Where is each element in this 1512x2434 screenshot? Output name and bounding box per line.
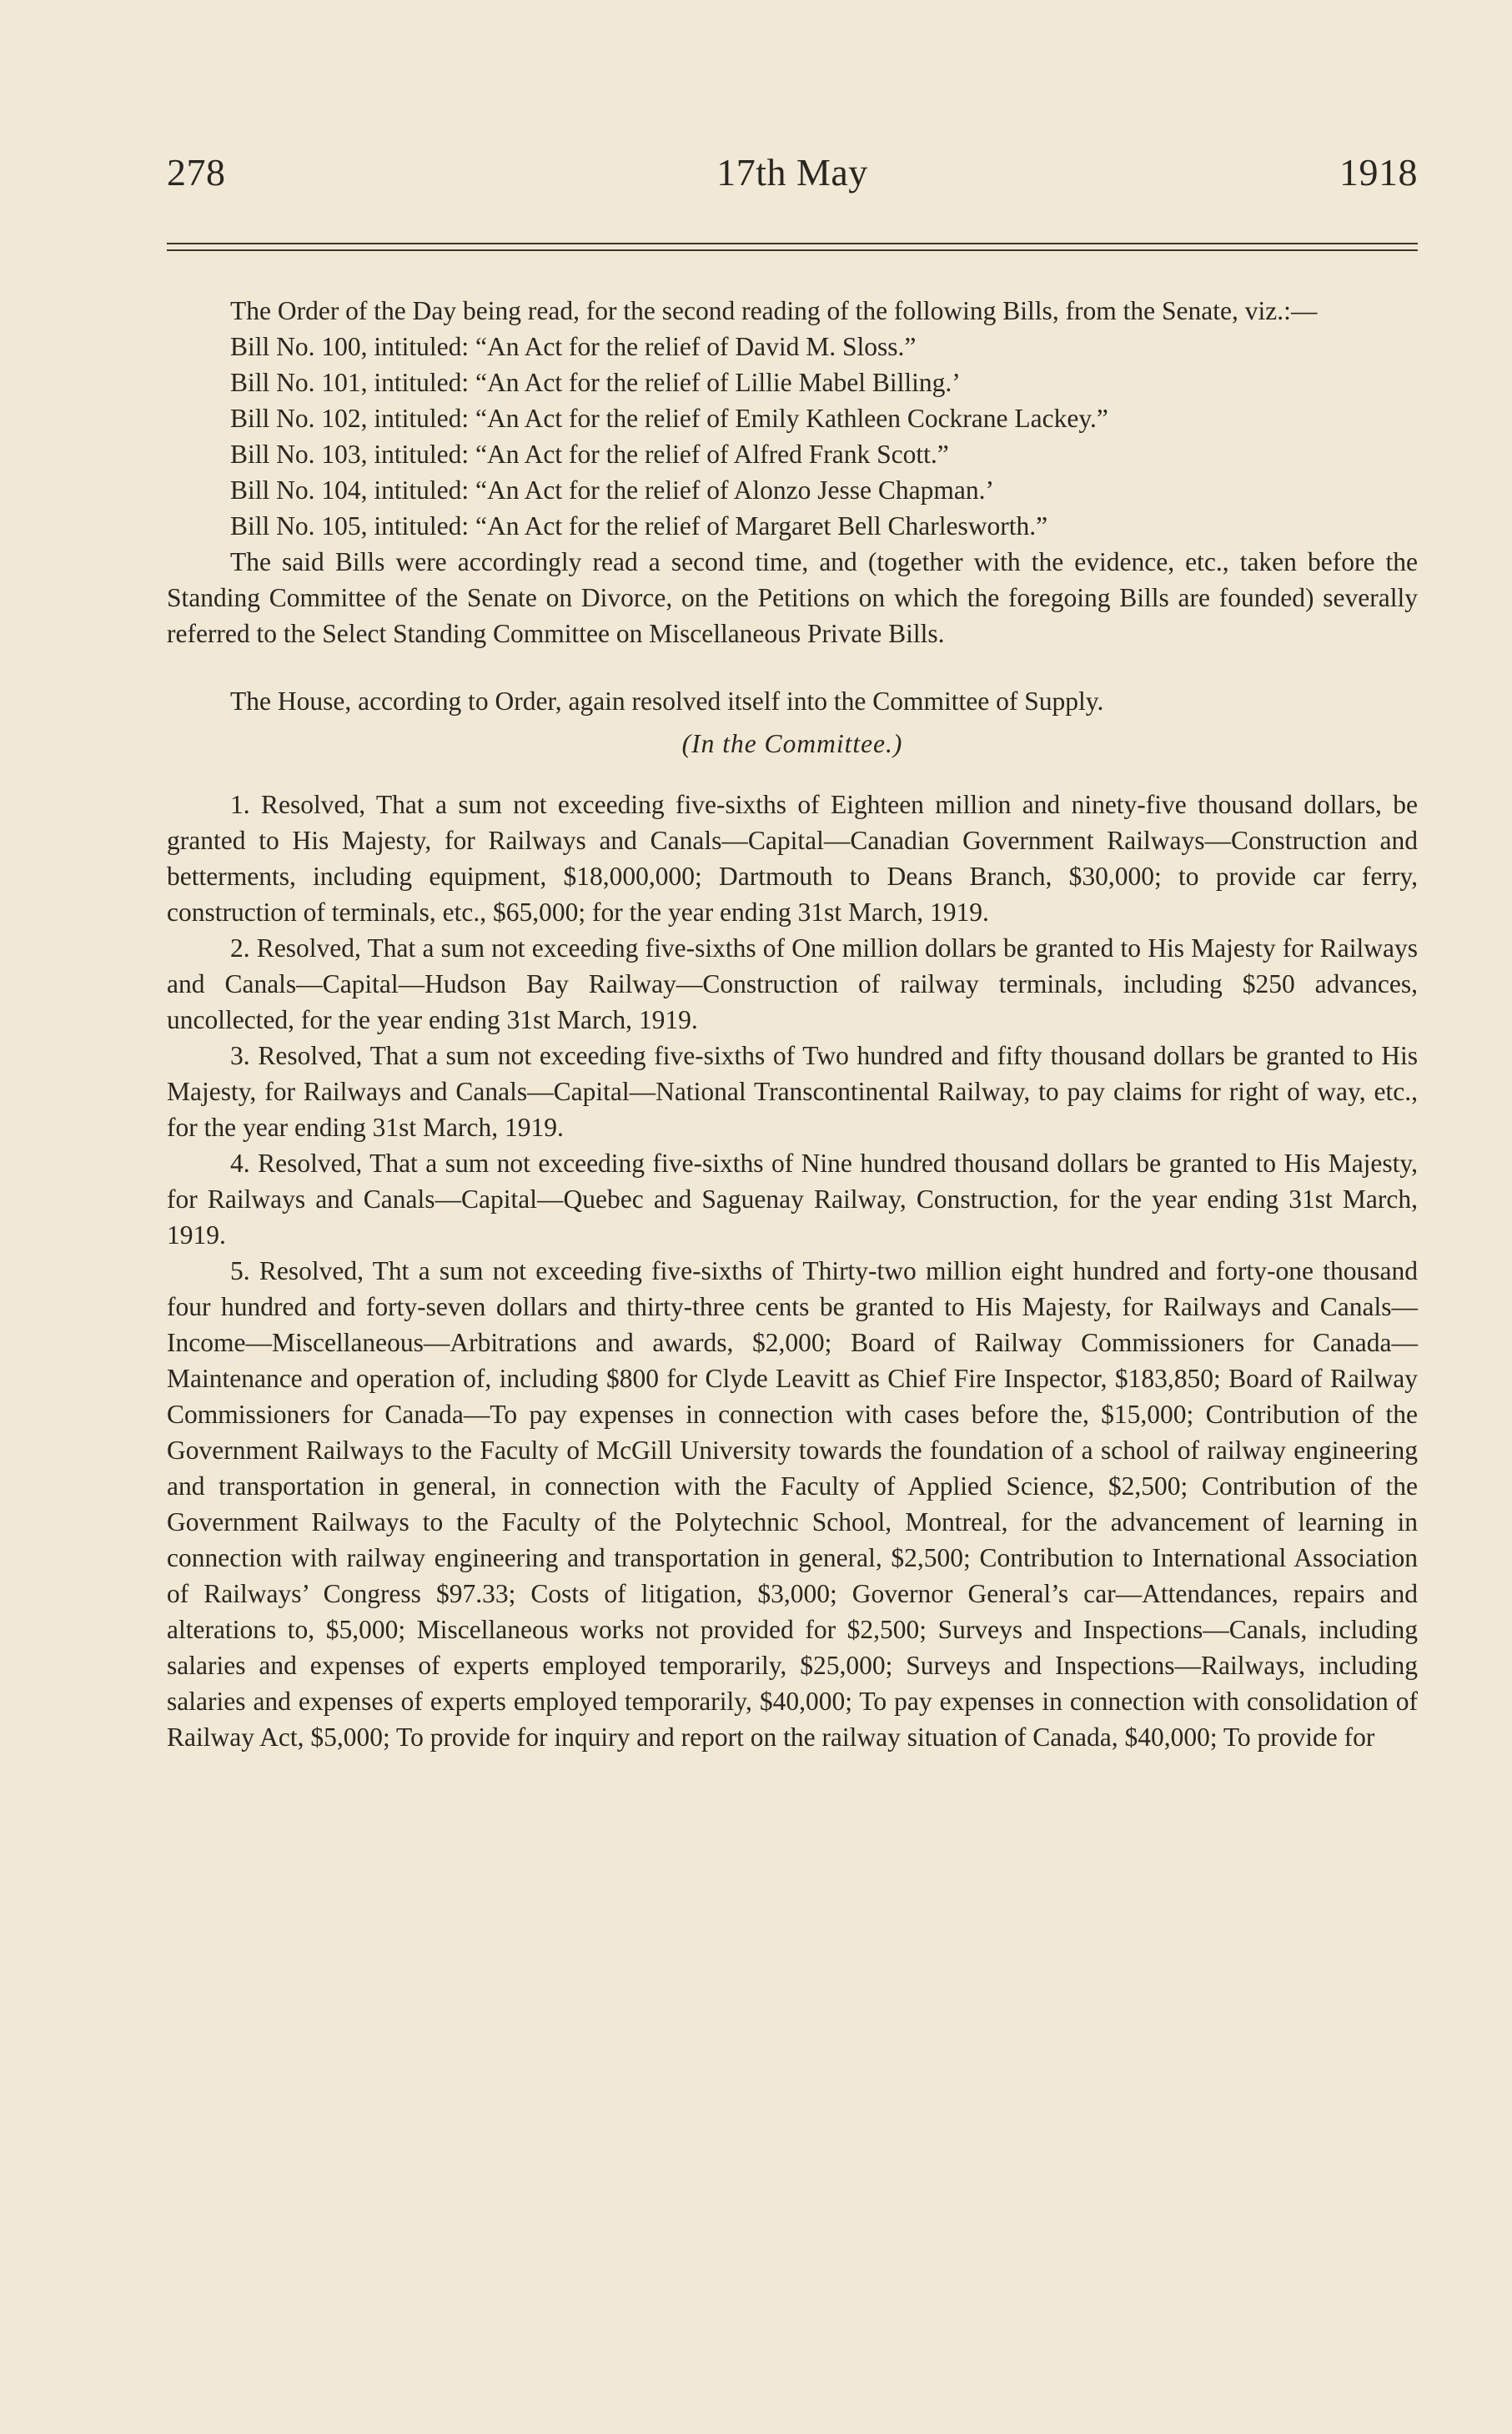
page-date: 17th May bbox=[716, 151, 868, 194]
header-rule bbox=[167, 243, 1418, 251]
paragraph-gap bbox=[167, 775, 1418, 787]
bill-entry: Bill No. 102, intituled: “An Act for the relief of Emily Kathleen Cockrane Lackey.” bbox=[230, 404, 1108, 433]
resolution-paragraph: 3. Resolved, That a sum not exceeding five-sixths of Two hundred and fifty thousand dollars be granted to His Majesty, for Railways and Canals—Capital—National Transcontinental Railway, to pay claims for right of way, etc., for the year ending 31st March, 1919. bbox=[167, 1041, 1418, 1142]
bill-entry: Bill No. 103, intituled: “An Act for the relief of Alfred Frank Scott.” bbox=[230, 440, 949, 469]
resolution-paragraph: 2. Resolved, That a sum not exceeding five-sixths of One million dollars be granted to His Majesty for Railways and Canals—Capital—Hudson Bay Railway—Construction of railway terminals, including $250 advances, uncollected, for the year ending 31st March, 1919. bbox=[167, 933, 1418, 1034]
resolution-paragraph: 1. Resolved, That a sum not exceeding five-sixths of Eighteen million and ninety-five thousand dollars, be granted to His Majesty, for Railways and Canals—Capital—Canadian Government Railways—Construction and betterments, including equipment, $18,000,000; Dartmouth to Deans Branch, $30,000; to provide car ferry, construction of terminals, etc., $65,000; for the year ending 31st March, 1919. bbox=[167, 790, 1418, 927]
bill-entry: Bill No. 100, intituled: “An Act for the relief of David M. Sloss.” bbox=[230, 332, 917, 361]
in-committee-heading: (In the Committee.) bbox=[681, 729, 903, 758]
page-year: 1918 bbox=[1339, 151, 1418, 194]
rule-line bbox=[167, 243, 1418, 244]
bill-entry: Bill No. 101, intituled: “An Act for the relief of Lillie Mabel Billing.’ bbox=[230, 368, 961, 397]
bill-entry: Bill No. 104, intituled: “An Act for the relief of Alonzo Jesse Chapman.’ bbox=[230, 475, 994, 505]
page-number: 278 bbox=[167, 151, 226, 194]
document-page bbox=[167, 150, 1418, 1755]
order-intro-paragraph: The Order of the Day being read, for the second reading of the following Bills, from the Senate, viz.:— bbox=[230, 296, 1318, 325]
paragraph-gap bbox=[167, 651, 1418, 683]
resolution-paragraph: 4. Resolved, That a sum not exceeding five-sixths of Nine hundred thousand dollars be granted to His Majesty, for Railways and Canals—Capital—Quebec and Saguenay Railway, Construction, for the year ending 31st March, 1919. bbox=[167, 1149, 1418, 1250]
document-body bbox=[167, 293, 1418, 1755]
running-head bbox=[167, 150, 1418, 194]
rule-line bbox=[167, 249, 1418, 251]
house-resolved-paragraph: The House, according to Order, again resolved itself into the Committee of Supply. bbox=[230, 686, 1104, 716]
bill-entry: Bill No. 105, intituled: “An Act for the relief of Margaret Bell Charlesworth.” bbox=[230, 511, 1048, 541]
bills-referred-paragraph: The said Bills were accordingly read a second time, and (together with the evidence, etc., taken before the Standing Committee of the Senate on Divorce, on the Petitions on which the foregoing Bills are founded) severally referred to the Select Standing Committee on Miscellaneous Private Bills. bbox=[167, 547, 1418, 648]
resolution-paragraph: 5. Resolved, Tht a sum not exceeding five-sixths of Thirty-two million eight hundred and forty-one thousand four hundred and forty-seven dollars and thirty-three cents be granted to His Majesty, for Railways and Canals—Income—Miscellaneous—Arbitrations and awards, $2,000; Board of Railway Commissioners for Canada—Maintenance and operation of, including $800 for Clyde Leavitt as Chief Fire Inspector, $183,850; Board of Railway Commissioners for Canada—To pay expenses in connection with cases before the, $15,000; Contribution of the Government Railways to the Faculty of McGill University towards the foundation of a school of railway engineering and transportation in general, in connection with the Faculty of Applied Science, $2,500; Contribution of the Government Railways to the Faculty of the Polytechnic School, Montreal, for the advancement of learning in connection with railway engineering and transportation in general, $2,500; Contribution to International Association of Railways’ Congress $97.33; Costs of litigation, $3,000; Governor General’s car—Attendances, repairs and alterations to, $5,000; Miscellaneous works not provided for $2,500; Surveys and Inspections—Canals, including salaries and expenses of experts employed temporarily, $25,000; Surveys and Inspections—Railways, including salaries and expenses of experts employed temporarily, $40,000; To pay expenses in connection with consolidation of Railway Act, $5,000; To provide for inquiry and report on the railway situation of Canada, $40,000; To provide for bbox=[167, 1256, 1418, 1752]
